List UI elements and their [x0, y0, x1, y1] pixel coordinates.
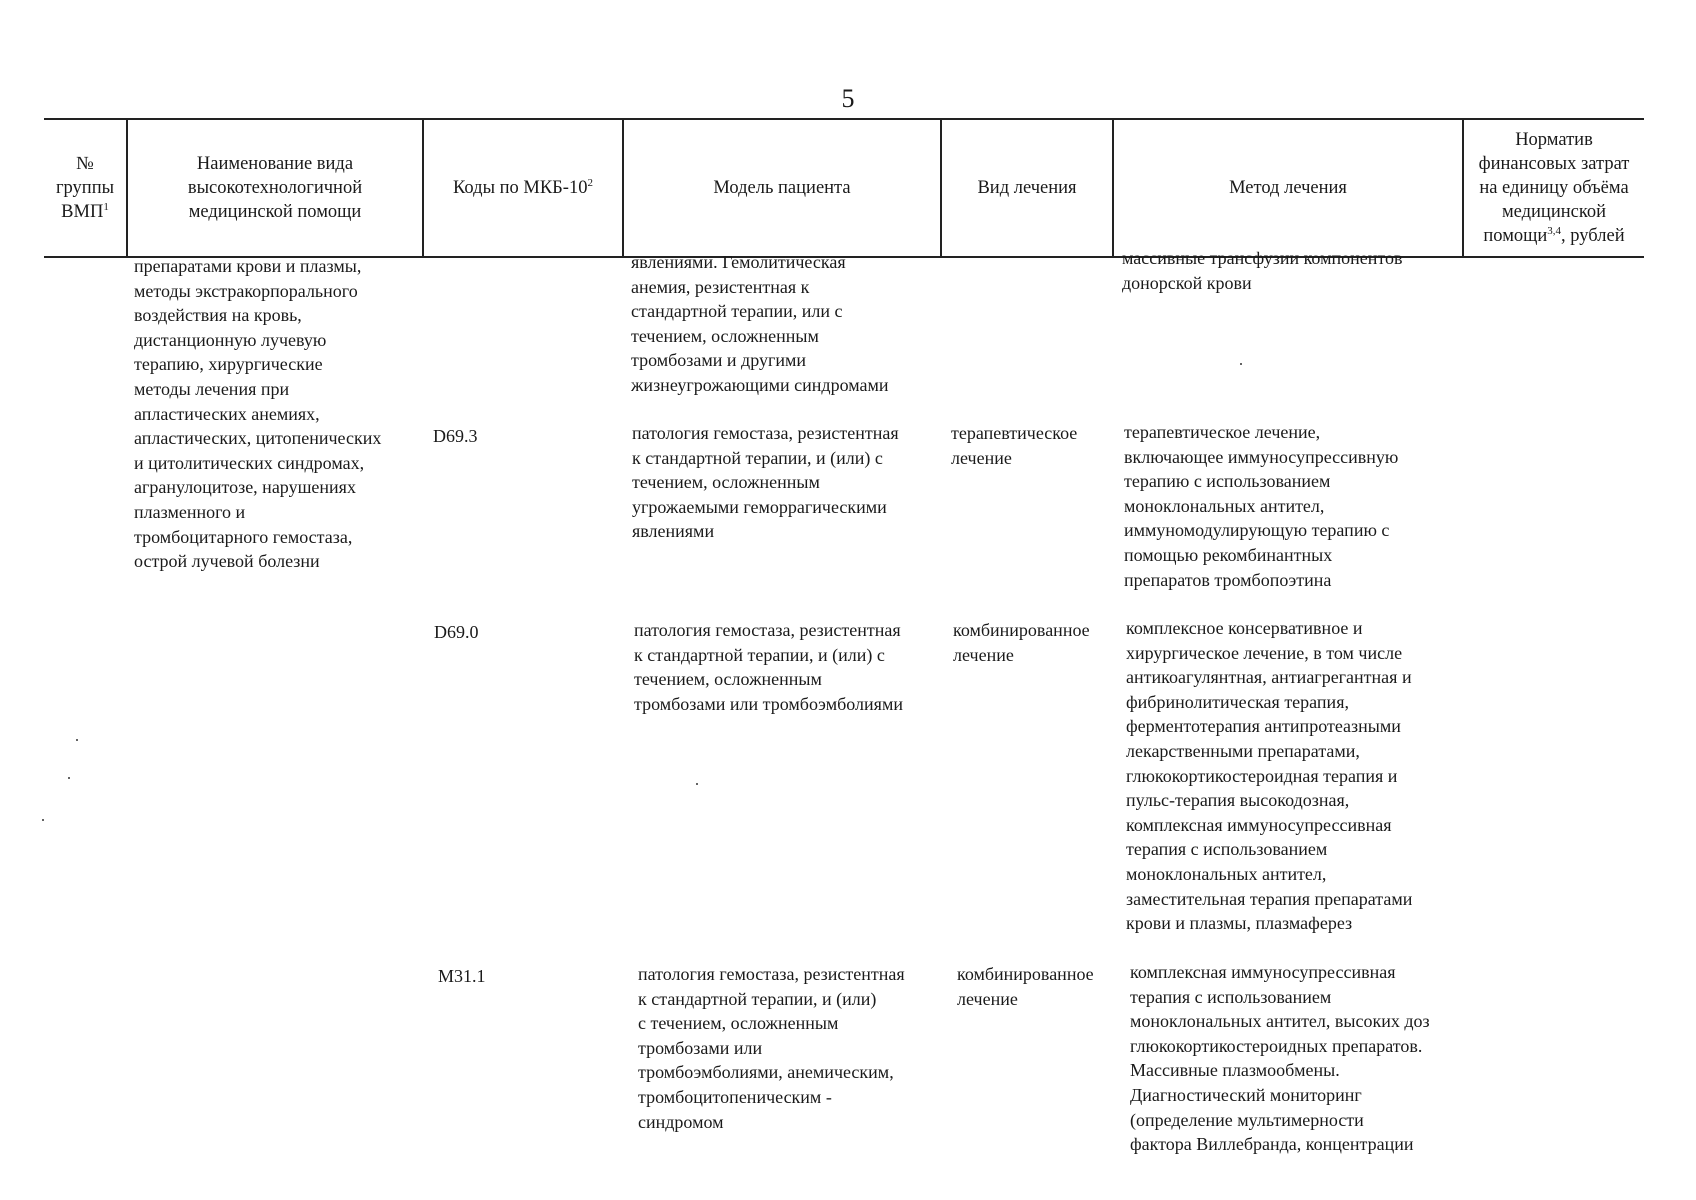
scan-speck: [68, 777, 70, 779]
header-patient-model: Модель пациента: [622, 120, 940, 256]
header-care-type-name: Наименование вида высокотехнологичной медицинской помощи: [126, 120, 422, 256]
treatment-method-text: терапевтическое лечение, включающее иммуносупрессивную терапию с использованием моноклональных антител, иммуномодулирующую терапию с помощью рекомбинантных препаратов тромбопоэтина: [1124, 422, 1399, 590]
treatment-type-text: комбинированное лечение: [953, 620, 1090, 665]
header-cost-standard: Норматив финансовых затрат на единицу объёма медицинской помощи$^{3,4}$, рублей: [1462, 120, 1644, 256]
patient-model-text: патология гемостаза, резистентная к стандартной терапии, и (или) с течением, осложненным тромбозами или тромбоэмболиями: [634, 620, 903, 714]
scan-speck: [42, 819, 44, 821]
scan-speck: [1240, 363, 1242, 365]
icd-code: D69.0: [434, 622, 479, 642]
patient-model-text: явлениями. Гемолитическая анемия, резистентная к стандартной терапии, или с течением, осложненным тромбозами и другими жизнеугрожающими синдромами: [631, 252, 889, 395]
treatment-method-text: массивные трансфузии компонентов донорской крови: [1122, 248, 1403, 293]
scan-speck: [76, 739, 78, 741]
icd-code: D69.3: [433, 426, 478, 446]
icd-code: M31.1: [438, 966, 486, 986]
header-treatment-method: Метод лечения: [1112, 120, 1462, 256]
scan-speck: [696, 783, 698, 785]
treatment-method-text: комплексное консервативное и хирургическое лечение, в том числе антикоагулянтная, антиагрегантная и фибринолитическая терапия, ферментотерапия антипротеазными лекарственными препаратами, глюкокортикостероидная терапия и пульс-терапия высокодозная, комплексная иммуносупрессивная терапия с использованием моноклональных антител, заместительная терапия препаратами крови и плазмы, плазмаферез: [1126, 618, 1413, 934]
patient-model-text: патология гемостаза, резистентная к стандартной терапии, и (или) с течением, осложненным тромбозами или тромбоэмболиями, анемическим, тромбоцитопеническим - синдромом: [638, 964, 905, 1132]
page-number: 5: [841, 84, 855, 113]
header-treatment-type: Вид лечения: [940, 120, 1112, 256]
treatment-method-text: комплексная иммуносупрессивная терапия с использованием моноклональных антител, высоких доз глюкокортикостероидных препаратов. Массивные плазмообмены. Диагностический мониторинг (определение мультимерности фактора Виллебранда, концентрации: [1130, 962, 1430, 1155]
header-group-number: № группы ВМП$^1$: [55, 154, 115, 222]
table-header: [44, 118, 1644, 258]
treatment-type-text: терапевтическое лечение: [951, 423, 1078, 468]
header-icd-codes: Коды по МКБ-$10^2$: [422, 120, 622, 256]
treatment-type-text: комбинированное лечение: [957, 964, 1094, 1009]
care-type-name-text: препаратами крови и плазмы, методы экстракорпорального воздействия на кровь, дистанционную лучевую терапию, хирургические методы лечения при апластических анемиях, апластических, цитопенических и цитолитических синдромах, агранулоцитозе, нарушениях плазменного и тромбоцитарного гемостаза, острой лучевой болезни: [134, 256, 382, 572]
patient-model-text: патология гемостаза, резистентная к стандартной терапии, и (или) с течением, осложненным угрожаемыми геморрагическими явлениями: [632, 423, 899, 542]
